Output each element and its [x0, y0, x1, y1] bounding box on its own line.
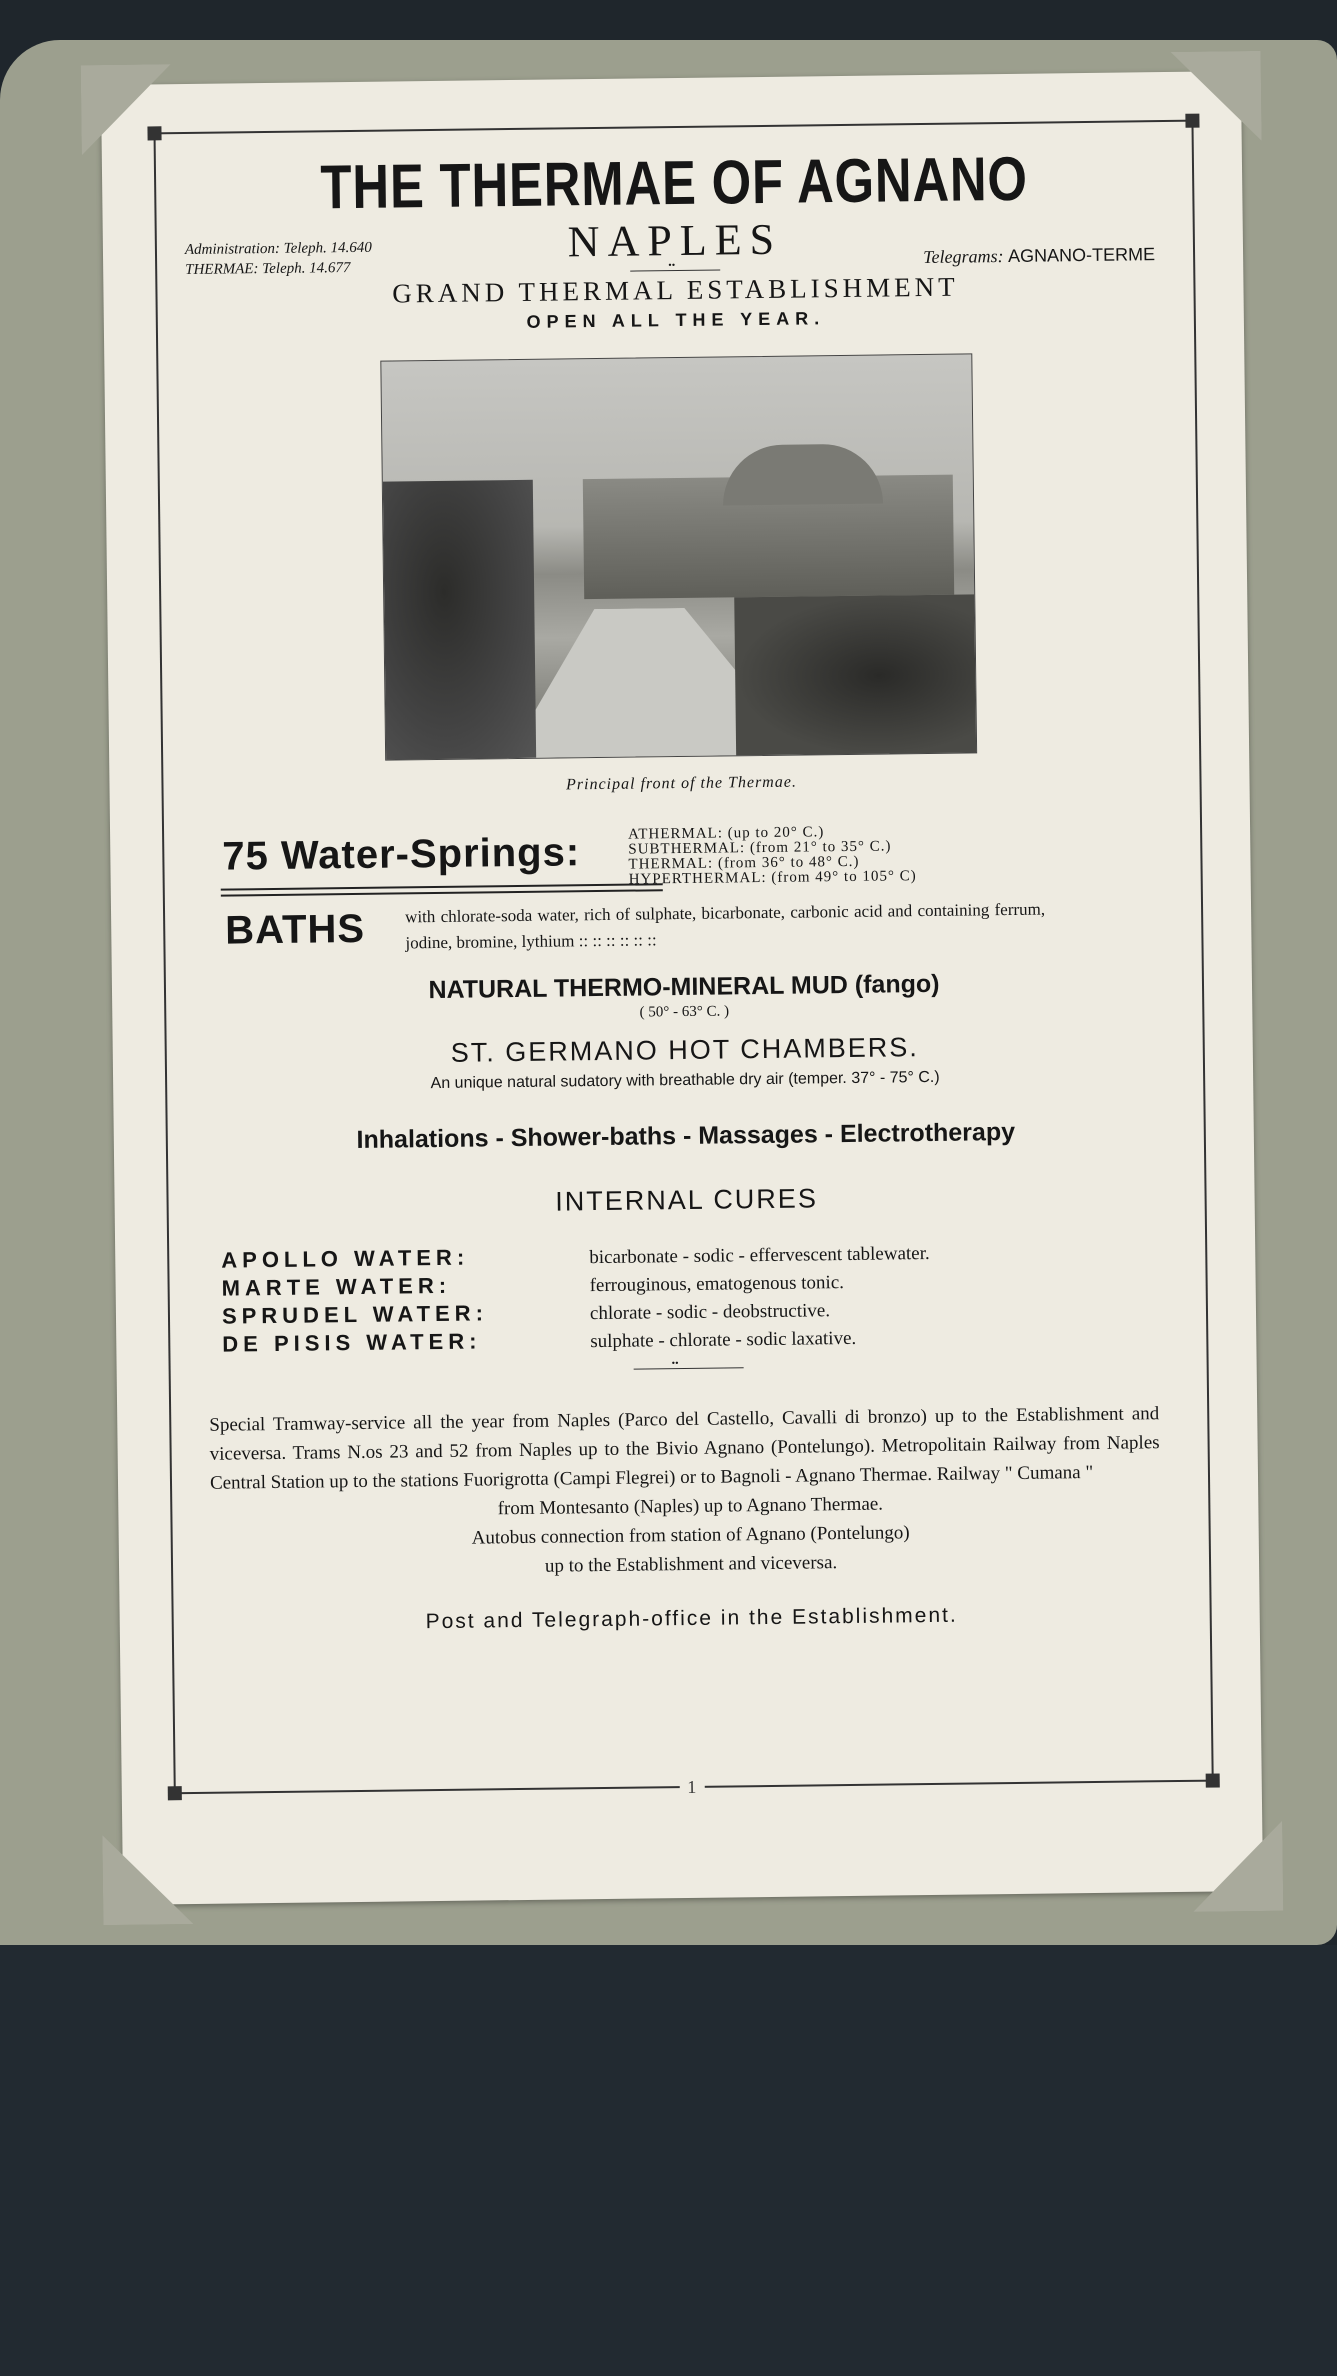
chambers-description: An unique natural sudatory with breathable dry air (temper. 37° - 75° C.) [430, 1068, 940, 1093]
open-notice: OPEN ALL THE YEAR. [526, 308, 826, 332]
treatments-line: Inhalations - Shower-baths - Massages - Electrotherapy [356, 1117, 1016, 1154]
water-description: sulphate - chlorate - sodic laxative. [590, 1327, 857, 1353]
establishment-heading: GRAND THERMAL ESTABLISHMENT [392, 271, 959, 309]
spring-type: SUBTHERMAL: (from 21° to 35° C.) [628, 838, 892, 858]
brochure-page [101, 71, 1263, 1905]
springs-section [162, 817, 1203, 900]
spring-type: HYPERTHERMAL: (from 49° to 105° C) [628, 868, 917, 888]
internal-cures-title: INTERNAL CURES [555, 1183, 819, 1217]
telephone-numbers [185, 238, 372, 280]
page-content [154, 120, 1212, 1638]
transport-line-4: up to the Establishment and viceversa. [544, 1552, 838, 1577]
water-description: bicarbonate - sodic - effervescent tablewater. [589, 1242, 930, 1269]
baths-description: with chlorate-soda water, rich of sulphate, bicarbonate, carbonic acid and containing ferrum, jodine, bromine, lythium :: :: :: :: :: :: [404, 899, 1046, 953]
photo-trees-left [383, 480, 536, 760]
spring-type: ATHERMAL: (up to 20° C.) [628, 824, 825, 843]
city-name: NAPLES [567, 214, 783, 267]
water-name: MARTE WATER: [221, 1272, 452, 1301]
table-surface [0, 1945, 1337, 2376]
water-name: DE PISIS WATER: [222, 1328, 482, 1357]
photo-trees-right [734, 594, 976, 757]
thermae-photo [380, 353, 977, 760]
thermae-telephone: THERMAE: Teleph. 14.677 [185, 259, 351, 279]
water-name: APOLLO WATER: [221, 1244, 470, 1273]
springs-double-rule [221, 883, 663, 896]
ornament-divider [630, 269, 720, 271]
springs-types [628, 824, 917, 888]
photo-caption: Principal front of the Thermae. [565, 773, 798, 794]
photo-dome [722, 444, 883, 506]
admin-telephone: Administration: Teleph. 14.640 [184, 239, 372, 259]
transport-line-2: from Montesanto (Naples) up to Agnano Thermae. [497, 1493, 884, 1520]
springs-headline: 75 Water-Springs: [222, 830, 581, 879]
spring-type: THERMAL: (from 36° to 48° C.) [628, 853, 860, 873]
telegrams-value: AGNANO-TERME [1007, 244, 1156, 266]
transport-paragraph: Special Tramway-service all the year from Naples (Parco del Castello, Cavalli di bronzo) up to the Establishment and viceversa. Trams N.os 23 and 52 from Naples up to the Bivio Agnano (Pontelungo). Metropolitain Railway from Naples Central Station up to the stations Fuorigrotta (Campi Flegrei) or to Bagnoli - Agnano Thermae. Railway " Cumana " [209, 1403, 1160, 1494]
mud-title: NATURAL THERMO-MINERAL MUD (fango) [428, 969, 940, 1005]
water-name: SPRUDEL WATER: [221, 1300, 489, 1329]
page-number: 1 [122, 1770, 1262, 1805]
transport-line-3: Autobus connection from station of Agnano (Pontelungo) [471, 1522, 910, 1549]
page-title: THE THERMAE OF AGNANO [320, 144, 1029, 223]
mud-temperature: ( 50° - 63° C. ) [639, 1003, 730, 1021]
telegrams-label: Telegrams: [923, 246, 1004, 267]
water-description: chlorate - sodic - deobstructive. [589, 1300, 831, 1325]
ornament-divider-lower [634, 1367, 744, 1369]
chambers-title: ST. GERMANO HOT CHAMBERS. [450, 1032, 919, 1068]
water-description: ferrouginous, ematogenous tonic. [589, 1272, 845, 1297]
baths-headline: BATHS [224, 906, 366, 953]
telegrams-address [923, 244, 1155, 268]
waters-list [221, 1236, 1208, 1360]
baths-section [163, 893, 1204, 966]
post-office-notice: Post and Telegraph-office in the Establishment. [425, 1603, 958, 1634]
